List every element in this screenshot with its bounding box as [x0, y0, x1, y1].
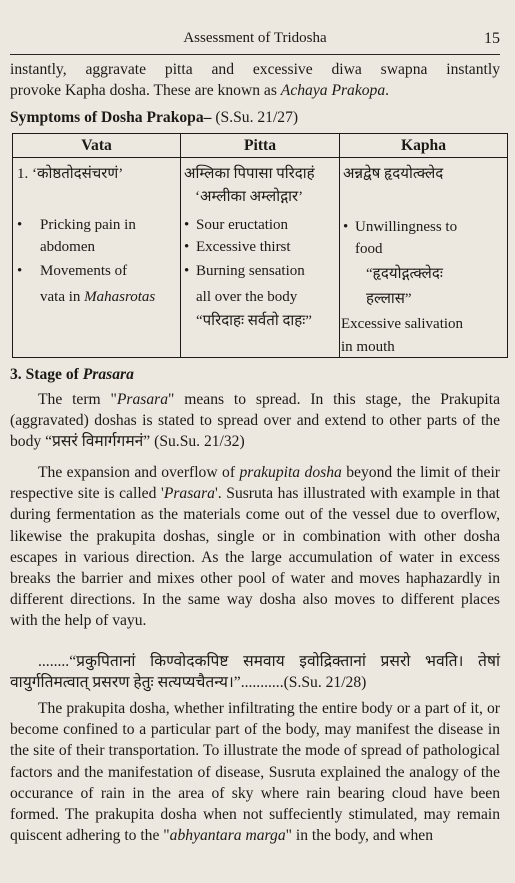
paragraph-text	[10, 462, 500, 632]
table-title-label: Symptoms of Dosha Prakopa–	[10, 109, 212, 126]
pitta-symptom-1: Sour eructation	[196, 217, 289, 233]
intro-line-2	[10, 80, 500, 101]
intro-paragraph	[10, 59, 500, 101]
paragraph-text	[10, 698, 500, 846]
vata-column	[13, 134, 180, 357]
running-head: Assessment of Tridosha	[183, 30, 327, 46]
paragraph-prasara-expansion	[10, 462, 500, 632]
text-term: abhyantara marga	[169, 827, 286, 845]
page-header	[10, 30, 500, 55]
dosha-prakopa-table	[12, 133, 508, 358]
kapha-symptom-1-cont: food	[355, 241, 383, 257]
text-run: " means to spread. In this stage, the Prakupita (aggravated) doshas is stated to spread over and extend to other parts of the body “प्रसरं विमार्गगमनं” (Su.Su. 21/32)	[10, 391, 501, 451]
table-title-reference: (S.Su. 21/27)	[211, 109, 299, 126]
vata-symptom-1: Pricking pain in	[40, 217, 136, 233]
intro-term: Achaya Prakopa	[280, 82, 386, 100]
vata-symptom-2: Movements of	[40, 263, 128, 279]
quote-text: ........“प्रकुपितानां किण्वोदकपिष्ट समवाय इवोद्रिक्तानां प्रसरो भवति। तेषां वायुर्गतिमत्वात् प्रसरण हेतुः सत्यप्यचैतन्य।”...........(S.Su. 21/28)	[10, 653, 500, 692]
pitta-header: Pitta	[181, 134, 339, 158]
bullet-dot: •	[343, 219, 349, 235]
text-run: The expansion and overflow of	[38, 464, 240, 481]
kapha-header: Kapha	[340, 134, 507, 158]
text-run: The term "	[38, 391, 117, 408]
bullet-dot: •	[17, 217, 23, 233]
vata-symptom-2-cont	[40, 287, 155, 307]
text-term: Prasara	[163, 485, 215, 503]
text-term: prakupita dosha	[239, 464, 342, 481]
kapha-symptom-1-sanskrit: “हृदयोद्गत्क्लेदः	[366, 266, 443, 282]
kapha-symptom-1: Unwillingness to	[355, 219, 458, 235]
paragraph-text	[10, 389, 500, 453]
kapha-symptom-1-sanskrit-cont: हल्लास”	[366, 291, 412, 307]
text-run: " in the body, and when	[285, 827, 434, 845]
section-heading-term: Prasara	[82, 366, 134, 383]
kapha-column	[339, 134, 507, 357]
vata-symptom-2-text: vata in	[40, 289, 85, 305]
pitta-sanskrit-1: अम्लिका पिपासा परिदाहं	[184, 166, 315, 182]
bullet-dot: •	[184, 263, 190, 279]
pitta-column	[180, 134, 339, 357]
kapha-sanskrit: अन्नद्वेष हृदयोत्क्लेद	[343, 166, 444, 182]
text-run: '. Susruta has illustrated with example in that during fermentation as the materials come out of the vessel due to overflow, likewise the prakupita doshas, single or in combination with other dosha escapes in various direction. As the large accumulation of water in excess breaks the barrier and mixes other pool of water and moves haphazardly in different directions. In the same way dosha also moves to different places with the help of vayu.	[10, 485, 501, 630]
pitta-symptom-2: Excessive thirst	[196, 239, 291, 255]
section-heading	[10, 366, 134, 384]
vata-header: Vata	[13, 134, 180, 158]
table-title	[10, 108, 298, 128]
book-page	[10, 0, 500, 883]
text-run: The prakupita dosha, whether infiltrating the entire body or a part of it, or become confined to a particular part of the body, may manifest the disease in the site of their transportation. To illustrate the mode of spread of pathological factors and the manifestation of disease, Susruta explained the analogy of the occurance of rain in the area of sky where rain bearing cloud have been formed. The prakupita dosha when not suffeciently stimulated, may remain quiscent adhering to the "	[10, 700, 500, 845]
pitta-symptom-3-sanskrit: “परिदाहः सर्वतो दाहः”	[196, 313, 312, 329]
vata-symptom-2-term: Mahasrotas	[84, 289, 156, 305]
intro-line-1: instantly, aggravate pitta and excessive diwa swapna instantly	[10, 61, 500, 78]
pitta-symptom-3: Burning sensation	[196, 263, 305, 279]
bullet-dot: •	[17, 263, 23, 279]
text-term: Prasara	[116, 391, 169, 408]
intro-period: .	[385, 82, 390, 100]
bullet-dot: •	[184, 217, 190, 233]
paragraph-prasara-meaning	[10, 389, 500, 453]
pitta-sanskrit-2: ‘अम्लीका अम्लोद्गार’	[195, 189, 304, 205]
sanskrit-quote	[10, 651, 500, 693]
section-heading-text: 3. Stage of	[10, 366, 83, 383]
pitta-symptom-3-cont: all over the body	[196, 289, 298, 305]
vata-sanskrit: 1. ‘कोष्ठतोदसंचरणं’	[17, 166, 124, 182]
vata-symptom-1-cont: abdomen	[40, 239, 95, 255]
paragraph-prakupita-dosha	[10, 698, 500, 846]
intro-text: provoke Kapha dosha. These are known as	[10, 82, 281, 100]
page-number: 15	[484, 30, 500, 47]
kapha-symptom-2-cont: in mouth	[341, 339, 395, 355]
kapha-symptom-2: Excessive salivation	[341, 316, 464, 332]
text-run: beyond the limit of their respective site is called '	[10, 464, 500, 503]
bullet-dot: •	[184, 239, 190, 255]
